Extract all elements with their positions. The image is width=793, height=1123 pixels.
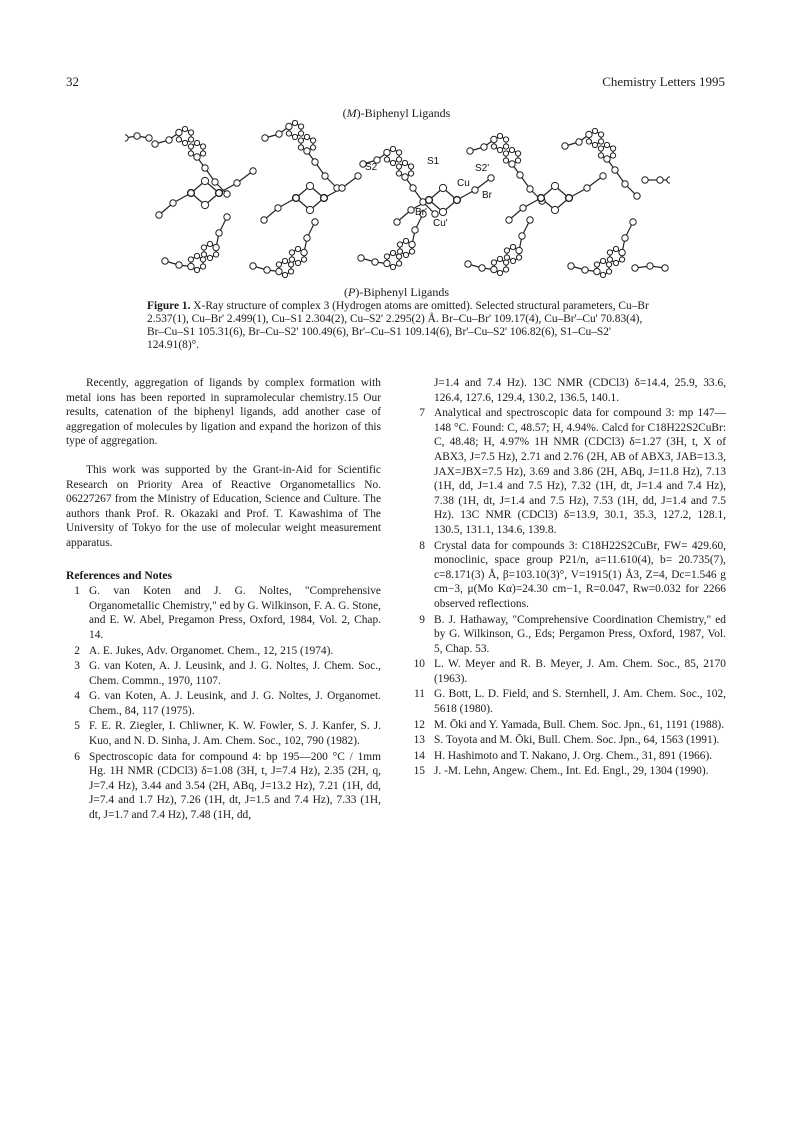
atom <box>642 177 648 183</box>
atom <box>491 266 497 272</box>
atom <box>200 264 205 269</box>
atom <box>503 267 508 272</box>
atom <box>582 267 588 273</box>
atom <box>409 241 415 247</box>
atom <box>276 131 282 137</box>
atom <box>622 235 628 241</box>
atom <box>612 167 618 173</box>
atom <box>298 131 303 136</box>
atom <box>510 244 515 249</box>
atom <box>410 185 416 191</box>
atom <box>584 185 590 191</box>
figure-bottom-label: (P)-Biphenyl Ligands <box>344 285 449 299</box>
atom <box>390 160 395 165</box>
atom <box>592 128 597 133</box>
reference-item: 8 Crystal data for compounds 3: C18H22S2CuBr, FW= 429.60, monoclinic, space group P21/n, a=11.610(4), b= 20.735(7), c=8.171(3) Å, β=103.10(3)°, V=1915(1) Å3, Z=4, Dc=1.546 g cm−3, μ(Mo Kα)=24.30 cm−1, R=0.047, Rw=0.032 for 2266 observed reflections. <box>419 539 726 610</box>
atom <box>586 139 591 144</box>
atom <box>396 261 401 266</box>
atom <box>598 139 603 144</box>
atom <box>194 253 199 258</box>
atom <box>604 142 609 147</box>
reference-continuation: J=1.4 and 7.4 Hz). 13C NMR (CDCl3) δ=14.4, 25.9, 33.6, 126.4, 127.6, 129.4, 130.2, 136.5, 140.1. <box>434 377 726 404</box>
atom <box>607 250 612 255</box>
atom <box>408 164 413 169</box>
atom <box>516 247 522 253</box>
atom <box>202 165 208 171</box>
atom <box>292 134 297 139</box>
atom <box>288 269 293 274</box>
atom <box>610 153 615 158</box>
atom <box>125 135 128 141</box>
atom <box>488 175 494 181</box>
atom <box>261 217 267 223</box>
atom <box>289 250 294 255</box>
atom <box>397 242 402 247</box>
atom <box>282 272 287 277</box>
figure-caption: Figure 1. X-Ray structure of complex 3 (Hydrogen atoms are omitted). Selected structural parameters, Cu–Br 2.537(1), Cu–Br' 2.499(1), Cu–S1 2.304(2), Cu–S2' 2.295(2) Å. Br–Cu–Br' 109.17(4), Cu–Br'–Cu' 70.83(4), Br–Cu–S1 105.31(6), Br–Cu–S2' 100.49(6), Br'–Cu–S1 109.14(6), Br'–Cu–S2' 106.82(6), S1–Cu–S2' 124.91(8)°. <box>147 300 649 351</box>
atom <box>200 257 205 262</box>
atom <box>289 257 294 262</box>
atom <box>497 147 502 152</box>
reference-item: 11 G. Bott, L. D. Field, and S. Sternhell, J. Am. Chem. Soc., 102, 5618 (1980). <box>414 688 726 716</box>
atom <box>503 151 508 156</box>
atom <box>276 262 281 267</box>
atom <box>394 219 400 225</box>
atom <box>509 161 515 167</box>
atom <box>304 148 310 154</box>
atom <box>503 137 508 142</box>
atom <box>188 137 193 142</box>
atom <box>312 159 318 165</box>
journal-header: Chemistry Letters 1995 <box>602 74 725 89</box>
atom-label-s2p: S2' <box>475 163 490 174</box>
atom <box>396 164 401 169</box>
atom <box>412 227 418 233</box>
atom <box>409 249 414 254</box>
atom <box>396 254 401 259</box>
atom <box>551 182 558 189</box>
atom <box>576 139 582 145</box>
atom <box>390 264 395 269</box>
atom <box>162 258 168 264</box>
atom <box>312 219 318 225</box>
atom <box>295 260 300 265</box>
atom <box>310 145 315 150</box>
atom <box>662 265 668 271</box>
atom <box>610 146 615 151</box>
reference-item: 2 A. E. Jukes, Adv. Organomet. Chem., 12, 215 (1974). <box>74 644 334 657</box>
atom <box>600 173 606 179</box>
atom <box>667 177 670 183</box>
atom <box>264 267 270 273</box>
atom <box>503 158 508 163</box>
atom <box>403 252 408 257</box>
atom <box>517 172 523 178</box>
crystal-structure-figure <box>125 118 670 286</box>
atom <box>275 205 281 211</box>
atom <box>515 158 520 163</box>
atom <box>562 143 568 149</box>
atom <box>194 267 199 272</box>
atom <box>301 249 307 255</box>
atom <box>322 173 328 179</box>
atom <box>213 244 219 250</box>
atom <box>606 262 611 267</box>
atom <box>234 180 240 186</box>
atom <box>402 160 407 165</box>
atom-label-br: Br <box>482 190 492 201</box>
atom <box>586 131 592 137</box>
atom <box>166 137 172 143</box>
reference-item: 6 Spectroscopic data for compound 4: bp 195—200 °C / 1mm Hg. 1H NMR (CDCl3) δ=1.08 (3H, t, J=7.4 Hz), 2.35 (2H, q, J=7.4 Hz), 3.44 and 3.54 (2H, ABq, J=13.2 Hz), 7.21 (1H, dd, J=7.4 and 1.7 Hz), 7.26 (1H, dt, J=1.5 and 7.4 Hz), 7.33 (1H, dt, J=1.7 and 7.4 Hz), 7.48 (1H, dd, <box>74 750 381 822</box>
atom <box>604 156 610 162</box>
atom <box>207 241 212 246</box>
atom <box>339 185 345 191</box>
references-heading: References and Notes <box>66 568 173 582</box>
atom <box>212 179 218 185</box>
atom-label-cu: Cu <box>457 178 470 189</box>
atom <box>396 171 401 176</box>
atom <box>250 168 256 174</box>
atom <box>497 256 502 261</box>
atom <box>497 270 502 275</box>
atom <box>200 151 205 156</box>
atom <box>188 257 193 262</box>
atom <box>213 252 218 257</box>
atom <box>188 144 193 149</box>
atom-label-s1: S1 <box>427 156 440 167</box>
atom <box>201 245 206 250</box>
atom <box>355 173 361 179</box>
atom <box>188 151 193 156</box>
atom <box>432 211 438 217</box>
atom-label-brp: Br' <box>415 207 427 218</box>
atom <box>182 140 187 145</box>
atom <box>224 191 230 197</box>
atom <box>657 177 663 183</box>
atom <box>402 174 408 180</box>
atom <box>600 272 605 277</box>
atom <box>170 200 176 206</box>
atom <box>390 146 395 151</box>
atom <box>481 144 487 150</box>
atom <box>298 138 303 143</box>
reference-item: 14 H. Hashimoto and T. Nakano, J. Org. Chem., 31, 891 (1966). <box>413 749 713 762</box>
reference-item: 4 G. van Koten, A. J. Leusink, and J. G. Noltes, J. Organomet. Chem., 84, 117 (1975). <box>74 690 381 717</box>
atom <box>200 144 205 149</box>
atom <box>454 197 460 203</box>
atom <box>465 261 471 267</box>
atom <box>520 205 526 211</box>
body-paragraph: Recently, aggregation of ligands by complex formation with metal ions has been reported in supramolecular chemistry.15 Our results, catenation of the biphenyl ligands, add another case of aggregation of molecules by ligation and expand the horizon of this type of aggregation. <box>66 377 381 448</box>
atom <box>396 157 401 162</box>
atom <box>384 254 389 259</box>
atom <box>292 120 297 125</box>
atom <box>566 195 572 201</box>
atom <box>551 206 558 213</box>
atom <box>298 124 303 129</box>
atom <box>606 269 611 274</box>
reference-item: 7 Analytical and spectroscopic data for compound 3: mp 147—148 °C. Found: C, 48.57; H, 4.94%. Calcd for C18H22S2CuBr: C, 48.48; H, 4.97% 1H NMR (CDCl3) δ=1.27 (3H, t, X of ABX3, J=7.5 Hz), 2.71 and 2.76 (2H, AB of ABX3, JAB=13.3, JAX=JBX=7.5 Hz), 3.69 and 3.86 (2H, ABq, J=11.8 Hz), 7.13 (1H, dd, J=1.4 and 7.5 Hz), 7.32 (1H, dt, J=1.4 and 7.4 Hz), 7.38 (1H, dt, J=1.4 and 7.5 Hz), 7.53 (1H, dd, J=1.4 and 7.5 Hz). 13C NMR (CDCl3) δ=13.9, 30.1, 35.3, 127.2, 128.1, 130.5, 131.1, 134.6, 139.8. <box>419 407 726 536</box>
atom <box>176 129 182 135</box>
atom <box>276 268 282 274</box>
atom <box>506 217 512 223</box>
atom <box>262 135 268 141</box>
atom <box>630 219 636 225</box>
atom <box>519 233 525 239</box>
atom <box>516 255 521 260</box>
reference-item: 15 J. -M. Lehn, Angew. Chem., Int. Ed. Engl., 29, 1304 (1990). <box>413 765 709 778</box>
atom <box>497 133 502 138</box>
atom <box>293 195 299 201</box>
atom <box>491 144 496 149</box>
right-column <box>411 376 726 780</box>
atom <box>491 136 497 142</box>
atom <box>201 201 208 208</box>
atom <box>188 190 194 196</box>
atom <box>515 151 520 156</box>
atom <box>527 217 533 223</box>
atom <box>288 262 293 267</box>
atom <box>613 260 618 265</box>
atom <box>619 257 624 262</box>
atom <box>594 268 600 274</box>
atom <box>510 258 515 263</box>
atom <box>384 260 390 266</box>
atom <box>194 140 199 145</box>
atom <box>527 186 533 192</box>
atom-label-s2: S2 <box>365 162 378 173</box>
atom <box>201 177 208 184</box>
atom <box>479 265 485 271</box>
left-column <box>66 376 381 824</box>
atom <box>426 197 432 203</box>
atom <box>295 246 300 251</box>
atom <box>408 171 413 176</box>
atom <box>201 252 206 257</box>
atom <box>504 248 509 253</box>
atom <box>397 249 402 254</box>
atom <box>304 235 310 241</box>
atom <box>600 258 605 263</box>
atom <box>216 190 222 196</box>
atom <box>408 207 414 213</box>
atom <box>632 265 638 271</box>
atom <box>301 257 306 262</box>
atom <box>491 260 496 265</box>
atom <box>619 249 625 255</box>
atom <box>321 195 327 201</box>
atom <box>503 144 508 149</box>
reference-item: 12 M. Ōki and Y. Yamada, Bull. Chem. Soc. Jpn., 61, 1191 (1988). <box>413 718 725 731</box>
atom <box>598 132 603 137</box>
atom <box>358 255 364 261</box>
atom <box>250 263 256 269</box>
atom <box>286 123 292 129</box>
atom <box>504 255 509 260</box>
atom <box>598 153 603 158</box>
atom <box>384 157 389 162</box>
atom <box>216 230 222 236</box>
atom <box>282 258 287 263</box>
atom <box>439 184 446 191</box>
atom <box>306 182 313 189</box>
atom <box>592 142 597 147</box>
page-number: 32 <box>66 74 79 89</box>
atom <box>372 259 378 265</box>
atom <box>472 187 478 193</box>
atom <box>598 146 603 151</box>
atom <box>384 149 390 155</box>
atom <box>188 130 193 135</box>
atom <box>439 208 446 215</box>
atom <box>396 150 401 155</box>
atom <box>176 262 182 268</box>
atom <box>188 263 194 269</box>
reference-item: 5 F. E. R. Ziegler, I. Chliwner, K. W. Fowler, S. J. Kanfer, S. J. Kuo, and N. D. Sinha, J. Am. Chem. Soc., 102, 790 (1982). <box>74 720 381 748</box>
atom <box>176 137 181 142</box>
atom <box>568 263 574 269</box>
atom-label-cup: Cu' <box>433 218 448 229</box>
atom <box>304 134 309 139</box>
atom <box>634 193 640 199</box>
atom <box>594 262 599 267</box>
atom <box>403 238 408 243</box>
atom <box>306 206 313 213</box>
atom <box>310 138 315 143</box>
atom <box>538 195 544 201</box>
figure-top-label: (M)-Biphenyl Ligands <box>342 106 451 120</box>
atom <box>156 212 162 218</box>
reference-item: 10 L. W. Meyer and R. B. Meyer, J. Am. Chem. Soc., 85, 2170 (1963). <box>413 658 726 685</box>
atom <box>146 135 152 141</box>
atom <box>207 255 212 260</box>
atom <box>182 126 187 131</box>
atom <box>194 154 200 160</box>
atom <box>390 250 395 255</box>
atom <box>152 141 158 147</box>
atom <box>647 263 653 269</box>
atom <box>503 260 508 265</box>
reference-item: 9 B. J. Hathaway, "Comprehensive Coordination Chemistry," ed by G. Wilkinson, G., Eds; Pergamon Press, Oxford, 1987, Vol. 5, Chap. 53. <box>419 613 726 655</box>
reference-item: 13 S. Toyota and M. Ōki, Bull. Chem. Soc. Jpn., 64, 1563 (1991). <box>413 734 720 747</box>
atom <box>622 181 628 187</box>
atom <box>467 148 473 154</box>
atom <box>298 145 303 150</box>
reference-item: 1 G. van Koten and J. G. Noltes, "Comprehensive Organometallic Chemistry," ed by G. Wilkinson, F. A. G. Stone, and E. W. Abel, Pregamon Press, Oxford, 1984, Vol. 2, Chap. 14. <box>74 585 381 641</box>
atom <box>613 246 618 251</box>
acknowledgement-paragraph: This work was supported by the Grant-in-Aid for Scientific Research on Priority Area of Reactive Organometallics No. 06227267 from the Ministry of Education, Science and Culture. The authors thank Prof. R. Okazaki and Prof. T. Kawashima of The University of Tokyo for the use of molecular weight measurement apparatus. <box>66 463 381 549</box>
atom <box>286 131 291 136</box>
structure-atoms <box>125 120 670 277</box>
atom <box>607 257 612 262</box>
atom <box>509 147 514 152</box>
reference-item: 3 G. van Koten, A. J. Leusink, and J. G. Noltes, J. Chem. Soc., Chem. Commn., 1970, 1107. <box>74 660 381 687</box>
atom <box>224 214 230 220</box>
atom <box>134 133 140 139</box>
